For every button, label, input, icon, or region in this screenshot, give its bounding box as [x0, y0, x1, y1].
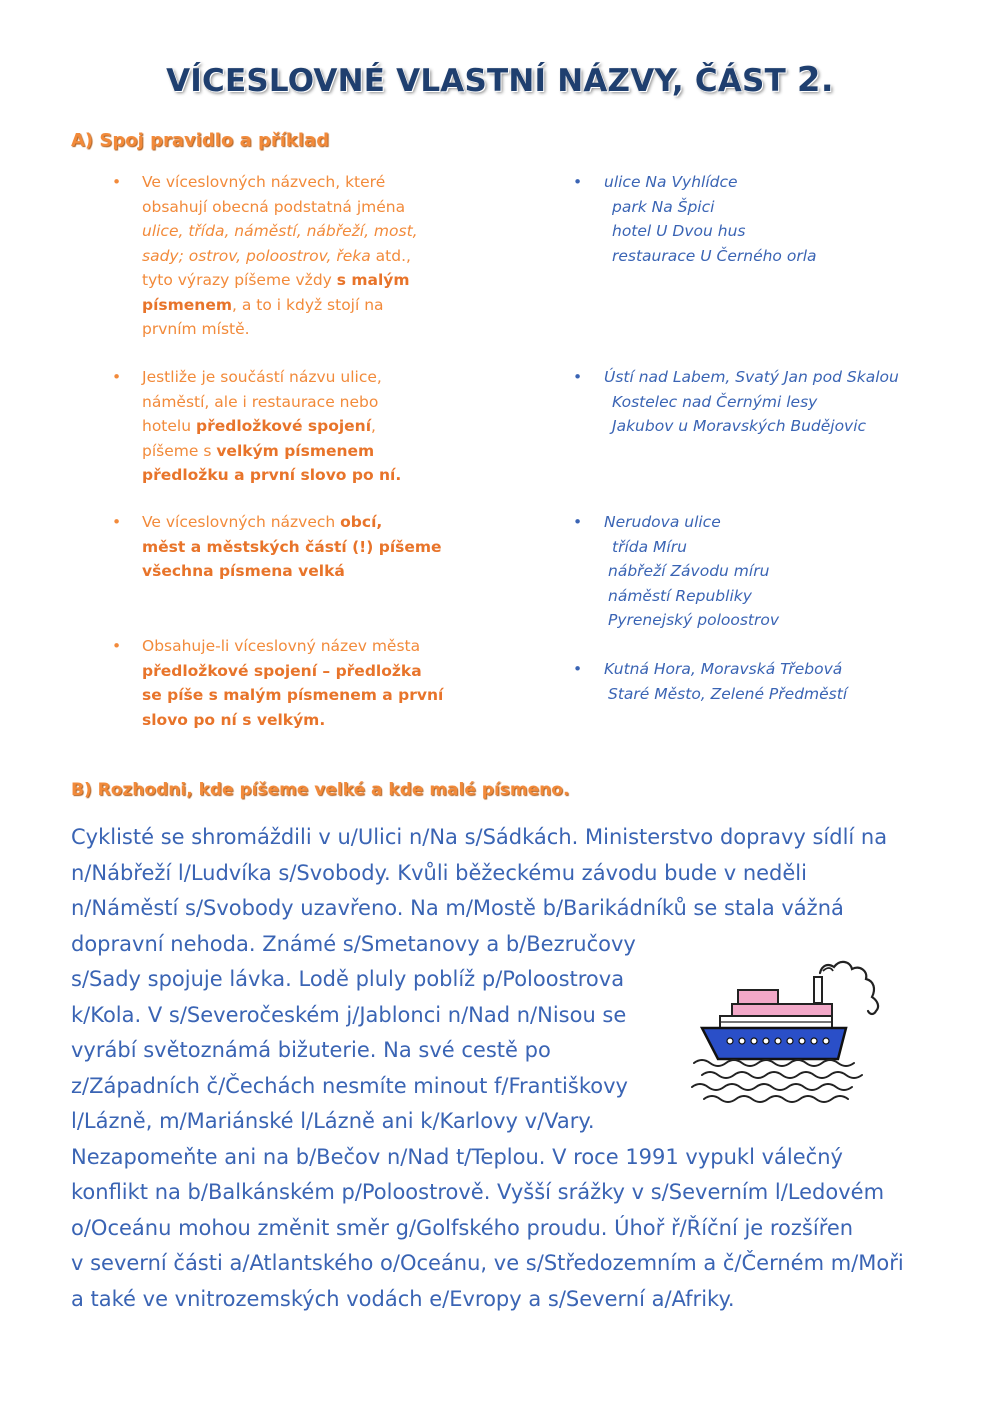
- rule-line: [142, 195, 447, 220]
- rule-text: [142, 170, 447, 342]
- rule-text: [142, 634, 447, 732]
- example-line: Ústí nad Labem, Svatý Jan pod Skalou: [604, 368, 899, 386]
- exercise-line: v severní části a/Atlantského o/Oceánu, ve s/Středozemním a č/Černém m/Moři: [71, 1251, 904, 1275]
- rule-text-part: Jestliže je součástí názvu ulice,: [142, 368, 382, 386]
- exercise-line: konflikt na b/Balkánském p/Poloostrově. Vyšší srážky v s/Severním l/Ledovém: [71, 1180, 885, 1204]
- rule-line: [142, 414, 447, 439]
- exercise-line: l/Lázně, m/Mariánské l/Lázně ani k/Karlovy v/Vary.: [71, 1109, 595, 1133]
- exercise-line: Cyklisté se shromáždili v u/Ulici n/Na s/Sádkách. Ministerstvo dopravy sídlí na: [71, 825, 888, 849]
- rule-line: [142, 463, 447, 488]
- example-bullet: •: [573, 513, 583, 531]
- rule-emphasis: všechna písmena velká: [142, 562, 345, 580]
- page-title: VÍCESLOVNÉ VLASTNÍ NÁZVY, ČÁST 2.: [166, 60, 834, 100]
- example-3: [573, 510, 993, 633]
- example-bullet: •: [573, 368, 583, 386]
- rule-text-part: Ve víceslovných názvech, které: [142, 173, 386, 191]
- rule-term: sady; ostrov, poloostrov, řeka: [142, 246, 371, 265]
- rule-text-part: ,: [371, 417, 376, 435]
- exercise-line: n/Nábřeží l/Ludvíka s/Svobody. Kvůli běžeckému závodu bude v neděli: [71, 860, 807, 885]
- section-a-heading: A) Spoj pravidlo a příklad: [71, 130, 330, 151]
- exercise-line: n/Náměstí s/Svobody uzavřeno. Na m/Mostě b/Barikádníků se stala vážná: [71, 896, 844, 920]
- rule-text-part: atd.,: [370, 246, 411, 265]
- rule-line: [142, 510, 447, 535]
- rule-bullet: •: [112, 368, 122, 386]
- rule-emphasis: měst a městských částí (!) píšeme: [142, 537, 442, 556]
- rule-text-part: píšeme s: [142, 441, 217, 460]
- rule-line: [142, 708, 447, 733]
- example-line: Pyrenejský poloostrov: [608, 611, 780, 629]
- rule-2: [112, 365, 447, 488]
- example-4: [573, 657, 993, 706]
- exercise-line: k/Kola. V s/Severočeském j/Jablonci n/Nad n/Nisou se: [71, 1002, 627, 1027]
- rule-line: [142, 219, 447, 244]
- rule-emphasis: písmenem: [142, 295, 232, 314]
- example-line: hotel U Dvou hus: [612, 222, 746, 240]
- example-line: Kutná Hora, Moravská Třebová: [604, 660, 843, 678]
- rule-text-part: Ve víceslovných názvech: [142, 513, 341, 531]
- exercise-line: Nezapomeňte ani na b/Bečov n/Nad t/Teplou. V roce 1991 vypukl válečný: [71, 1144, 843, 1169]
- example-2: [573, 365, 993, 439]
- rule-emphasis: s malým: [336, 271, 410, 289]
- example-line: nábřeží Závodu míru: [608, 562, 770, 580]
- exercise-line: o/Oceánu mohou změnit směr g/Golfského proudu. Úhoř ř/Říční je rozšířen: [71, 1215, 854, 1240]
- example-line: Nerudova ulice: [604, 513, 721, 531]
- page-title-number: 2.: [796, 60, 834, 100]
- rule-emphasis: předložkové spojení – předložka: [142, 661, 422, 680]
- rule-term: ulice, třída, náměstí, nábřeží, most,: [142, 222, 418, 240]
- rule-emphasis: předložku a první slovo po ní.: [142, 466, 402, 484]
- rule-bullet: •: [112, 513, 122, 531]
- rule-text-part: hotelu: [142, 417, 196, 435]
- example-1: [573, 170, 993, 268]
- example-line: třída Míru: [612, 537, 687, 556]
- ship-icon: [688, 935, 912, 1117]
- rule-text: [142, 510, 447, 584]
- example-line: Kostelec nad Černými lesy: [612, 392, 818, 411]
- rule-1: [112, 170, 447, 342]
- rule-text-part: prvním místě.: [142, 320, 250, 338]
- example-line: Jakubov u Moravských Budějovic: [612, 417, 867, 435]
- example-line: Staré Město, Zelené Předměstí: [608, 684, 848, 703]
- rule-text-part: Obsahuje-li víceslovný název města: [142, 637, 421, 655]
- section-b-heading: B) Rozhodni, kde píšeme velké a kde malé písmeno.: [71, 780, 570, 800]
- example-line: park Na Špici: [612, 197, 715, 216]
- exercise-line: dopravní nehoda. Známé s/Smetanovy a b/Bezručovy: [71, 931, 636, 956]
- rule-line: [142, 634, 447, 659]
- rule-emphasis: předložkové spojení: [195, 417, 372, 435]
- rule-bullet: •: [112, 637, 122, 655]
- rule-text-part: tyto výrazy píšeme vždy: [142, 271, 337, 289]
- example-line: restaurace U Černého orla: [612, 246, 817, 265]
- rule-line: [142, 559, 447, 584]
- rule-3: [112, 510, 447, 584]
- rule-emphasis: slovo po ní s velkým.: [142, 710, 326, 729]
- rule-line: [142, 535, 447, 560]
- rule-bullet: •: [112, 173, 122, 191]
- rule-4: [112, 634, 447, 732]
- rule-emphasis: se píše s malým písmenem a první: [142, 686, 444, 704]
- example-bullet: •: [573, 660, 583, 678]
- example-line: náměstí Republiky: [608, 586, 752, 605]
- rule-emphasis: velkým písmenem: [216, 441, 375, 460]
- rule-line: [142, 244, 447, 269]
- exercise-line: a také ve vnitrozemských vodách e/Evropy a s/Severní a/Afriky.: [71, 1286, 735, 1311]
- rule-line: [142, 683, 447, 708]
- rule-line: [142, 170, 447, 195]
- exercise-line: vyrábí světoznámá bižuterie. Na své cestě po: [71, 1038, 551, 1062]
- example-bullet: •: [573, 173, 583, 191]
- rule-text-part: obsahují obecná podstatná jména: [142, 197, 406, 216]
- rule-line: [142, 293, 447, 318]
- rule-line: [142, 317, 447, 342]
- example-line: ulice Na Vyhlídce: [604, 173, 738, 191]
- rule-line: [142, 390, 447, 415]
- exercise-line: s/Sady spojuje lávka. Lodě pluly poblíž p/Poloostrova: [71, 967, 625, 991]
- rule-line: [142, 365, 447, 390]
- rule-line: [142, 439, 447, 464]
- rule-emphasis: obcí,: [340, 513, 383, 531]
- rule-text: [142, 365, 447, 488]
- exercise-line: z/Západních č/Čechách nesmíte minout f/Františkovy: [71, 1073, 628, 1098]
- rule-line: [142, 659, 447, 684]
- rule-text-part: náměstí, ale i restaurace nebo: [142, 392, 379, 411]
- rule-line: [142, 268, 447, 293]
- rule-text-part: , a to i když stojí na: [232, 295, 384, 314]
